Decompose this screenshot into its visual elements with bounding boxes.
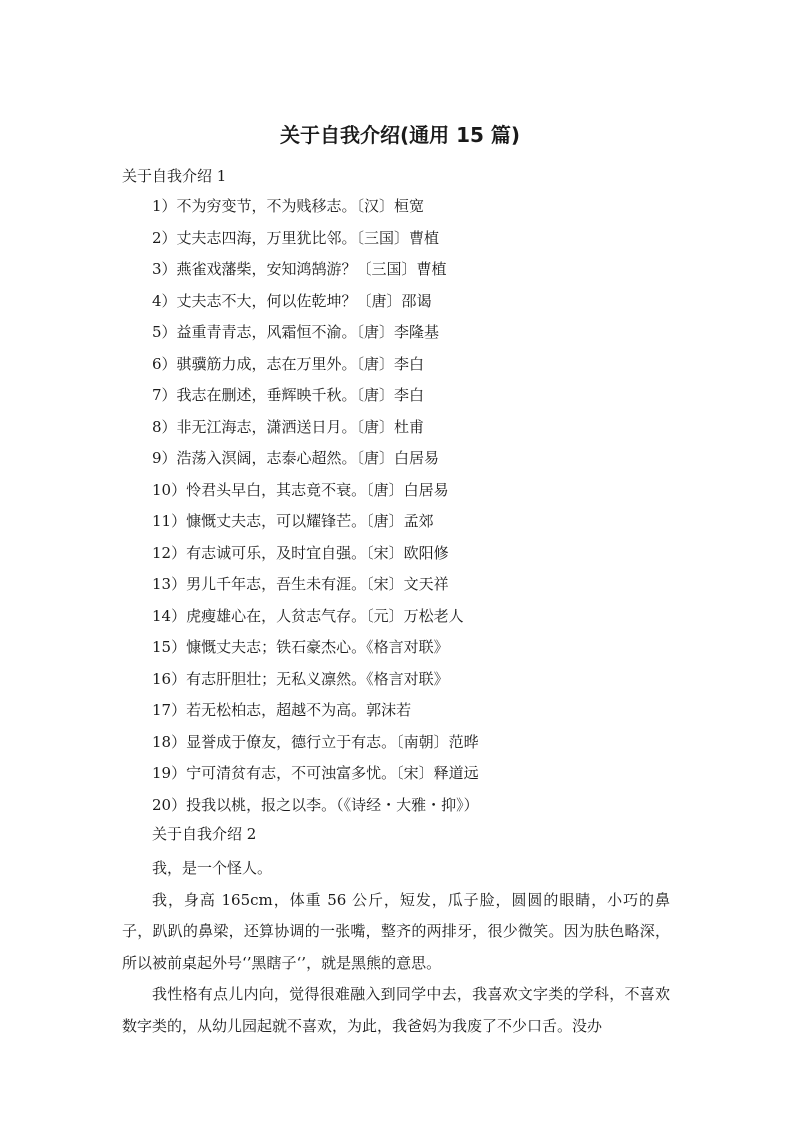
quote-item: 7）我志在删述，垂辉映千秋。〔唐〕李白 [152,386,425,404]
quote-item: 10）怜君头早白，其志竟不衰。〔唐〕白居易 [152,480,449,499]
quote-item: 18）显誉成于僚友，德行立于有志。〔南朝〕范晔 [152,732,479,751]
paragraph: 我性格有点儿内向，觉得很难融入到同学中去，我喜欢文字类的学科，不喜欢数字类的，从幼儿园起就不喜欢，为此，我爸妈为我废了不少口舌。没办 [122,985,670,1035]
quote-item: 2）丈夫志四海，万里犹比邻。〔三国〕曹植 [152,228,440,247]
quote-item: 20）投我以桃，报之以李。（《诗经・大雅・抑》） [152,795,479,814]
quote-item: 19）宁可清贫有志，不可浊富多忧。〔宋〕释道远 [152,764,479,782]
quote-item: 13）男儿千年志，吾生未有涯。〔宋〕文天祥 [152,575,449,593]
quote-item: 1）不为穷变节，不为贱移志。〔汉〕桓宽 [152,197,425,215]
quote-item: 15）慷慨丈夫志；铁石豪杰心。《格言对联》 [152,638,449,656]
quote-item: 3）燕雀戏藩柴，安知鸿鹄游？〔三国〕曹植 [152,260,447,278]
quote-item: 8）非无江海志，潇洒送日月。〔唐〕杜甫 [152,417,425,436]
quote-item: 5）益重青青志，风霜恒不渝。〔唐〕李隆基 [152,323,440,341]
document-title: 关于自我介绍(通用 15 篇) [279,123,521,147]
quote-item: 11）慷慨丈夫志，可以耀锋芒。〔唐〕孟郊 [152,512,434,530]
quote-item: 16）有志肝胆壮；无私义凛然。《格言对联》 [152,669,449,688]
quote-item: 14）虎瘦雄心在，人贫志气存。〔元〕万松老人 [152,606,464,625]
quote-item: 17）若无松柏志，超越不为高。郭沫若 [152,701,412,719]
quote-item: 9）浩荡入溟阔，志泰心超然。〔唐〕白居易 [152,449,440,467]
section-heading-1: 关于自我介绍 1 [122,167,227,185]
quote-list [152,194,479,824]
section-2-body [122,853,670,1042]
section-heading-2: 关于自我介绍 2 [152,825,257,843]
paragraph: 我，身高 165cm，体重 56 公斤，短发，瓜子脸，圆圆的眼睛，小巧的鼻子，趴趴的鼻梁，还算协调的一张嘴，整齐的两排牙，很少微笑。因为肤色略深，所以被前桌起外号‘’黑瞎子‘’，就是黑熊的意思。 [122,890,670,972]
quote-item: 4）丈夫志不大，何以佐乾坤？〔唐〕邵谒 [152,291,432,310]
quote-item: 12）有志诚可乐，及时宜自强。〔宋〕欧阳修 [152,543,449,562]
quote-item: 6）骐骥筋力成，志在万里外。〔唐〕李白 [152,354,425,373]
paragraph: 我，是一个怪人。 [152,859,273,877]
